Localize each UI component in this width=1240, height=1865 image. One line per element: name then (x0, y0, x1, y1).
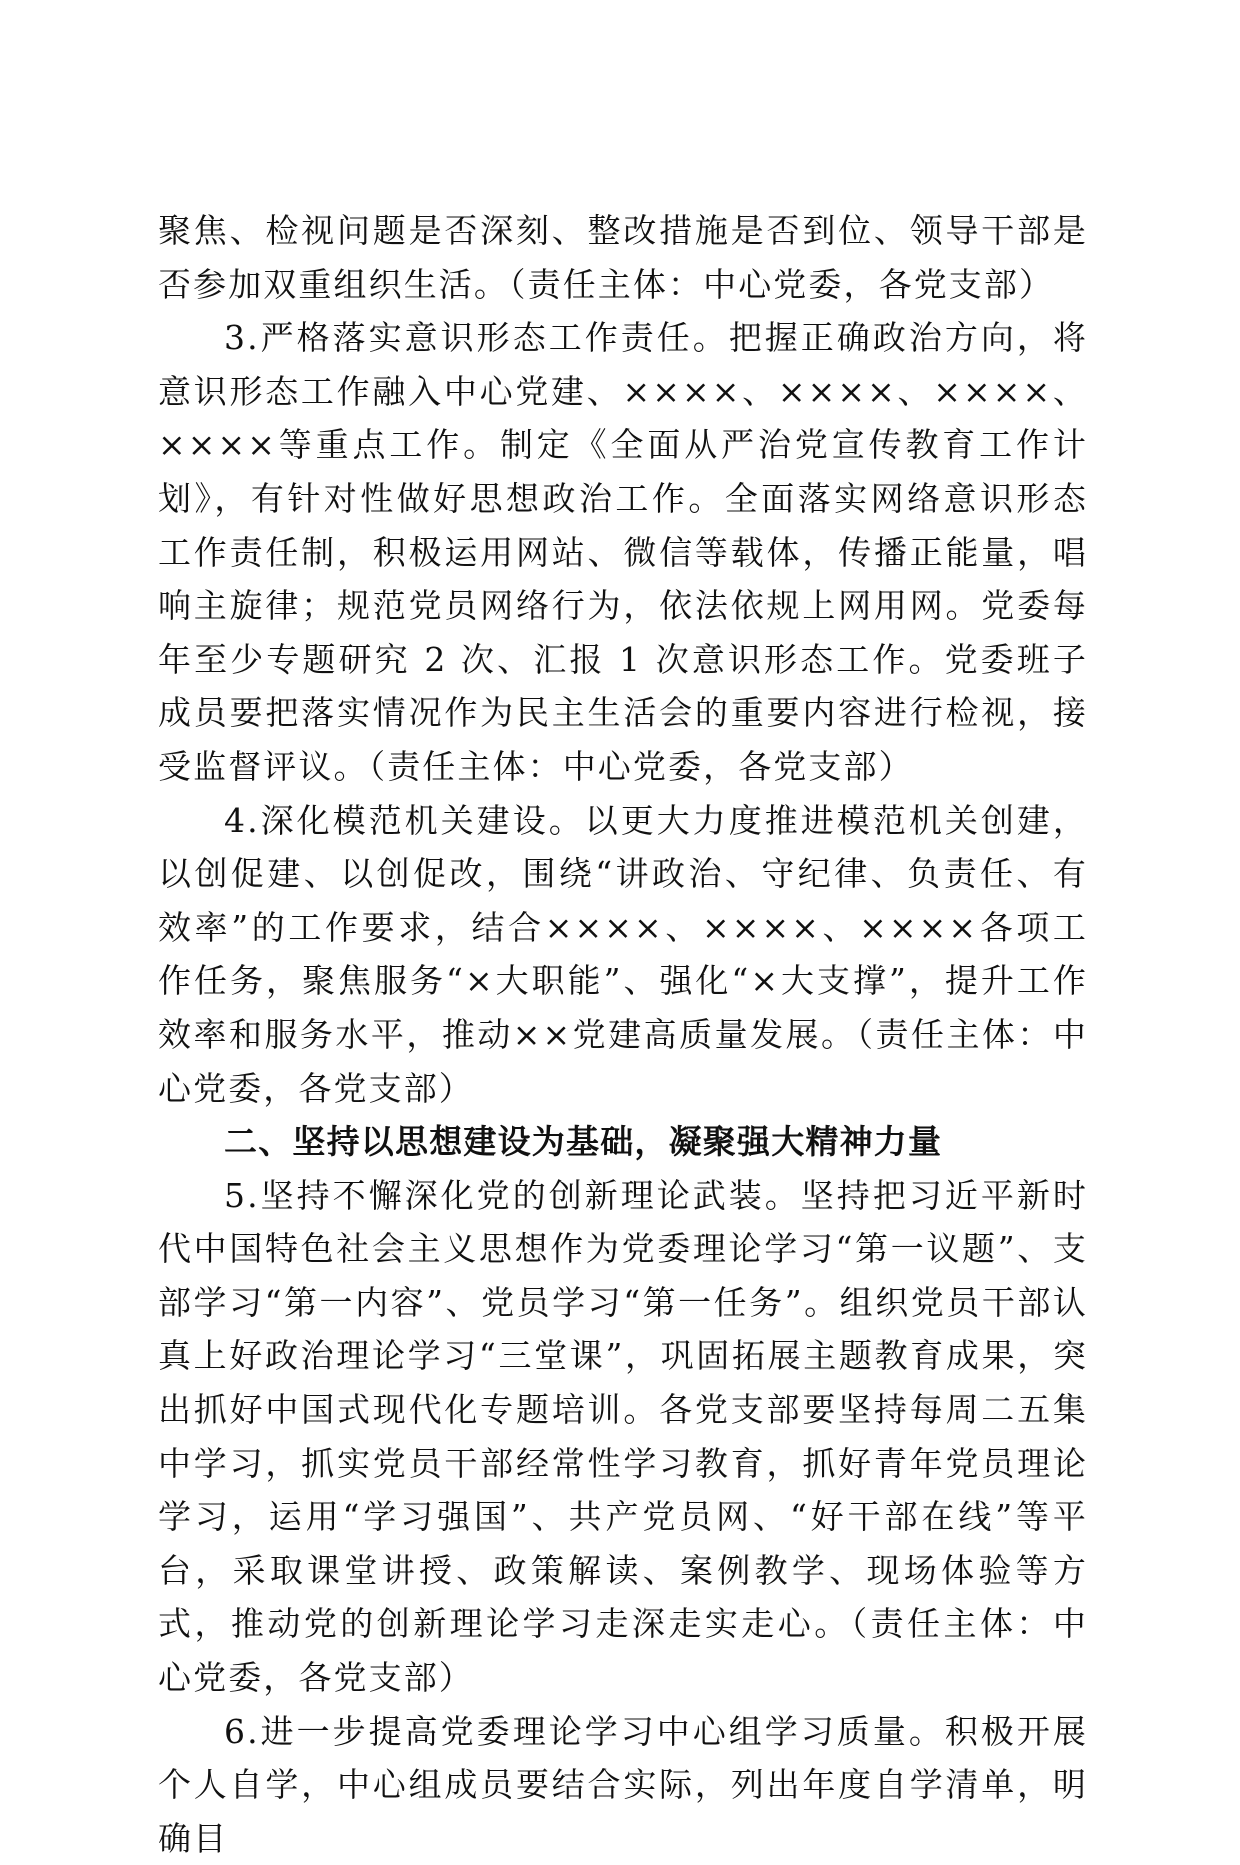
section-heading-2: 二、坚持以思想建设为基础，凝聚强大精神力量 (224, 1122, 943, 1162)
paragraph-item-6: 6.进一步提高党委理论学习中心组学习质量。积极开展个人自学，中心组成员要结合实际，列出年度自学清单，明确目 (158, 1711, 1088, 1858)
paragraph-continuation: 聚焦、检视问题是否深刻、整改措施是否到位、领导干部是否参加双重组织生活。（责任主体：中心党委，各党支部） (158, 211, 1088, 304)
paragraph-item-3: 3.严格落实意识形态工作责任。把握正确政治方向，将意识形态工作融入中心党建、××××、××××、××××、××××等重点工作。制定《全面从严治党宣传教育工作计划》，有针对性做好思想政治工作。全面落实网络意识形态工作责任制，积极运用网站、微信等载体，传播正能量，唱响主旋律；规范党员网络行为，依法依规上网用网。党委每年至少专题研究 2 次、汇报 1 次意识形态工作。党委班子成员要把落实情况作为民主生活会的重要内容进行检视，接受监督评议。（责任主体：中心党委，各党支部） (158, 318, 1088, 786)
paragraph-item-4: 4.深化模范机关建设。以更大力度推进模范机关创建，以创促建、以创促改，围绕“讲政治、守纪律、负责任、有效率”的工作要求，结合××××、××××、××××各项工作任务，聚焦服务“×大职能”、强化“×大支撑”，提升工作效率和服务水平，推动××党建高质量发展。（责任主体：中心党委，各党支部） (158, 800, 1088, 1108)
paragraph-item-5: 5.坚持不懈深化党的创新理论武装。坚持把习近平新时代中国特色社会主义思想作为党委理论学习“第一议题”、支部学习“第一内容”、党员学习“第一任务”。组织党员干部认真上好政治理论学习“三堂课”，巩固拓展主题教育成果，突出抓好中国式现代化专题培训。各党支部要坚持每周二五集中学习，抓实党员干部经常性学习教育，抓好青年党员理论学习，运用“学习强国”、共产党员网、“好干部在线”等平台，采取课堂讲授、政策解读、案例教学、现场体验等方式，推动党的创新理论学习走深走实走心。（责任主体：中心党委，各党支部） (158, 1175, 1088, 1698)
document-body (158, 204, 1088, 1865)
